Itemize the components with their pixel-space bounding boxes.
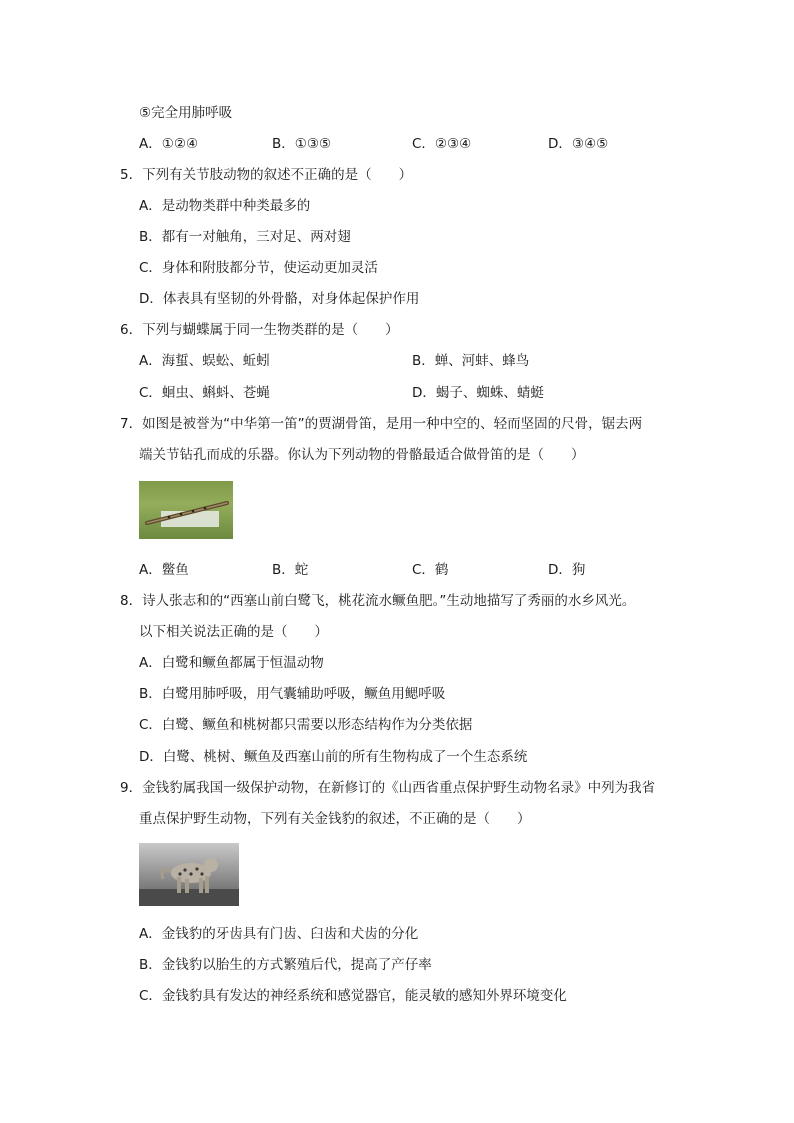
q4-option-b: B．①③⑤ (272, 136, 332, 152)
q6-option-c: C．蛔虫、蝌蚪、苍蝇 (139, 385, 270, 401)
q8-option-b: B．白鹭用肺呼吸，用气囊辅助呼吸，鳜鱼用鳃呼吸 (139, 686, 446, 702)
q9-option-b: B．金钱豹以胎生的方式繁殖后代，提高了产仔率 (139, 957, 432, 973)
q5-stem: 5．下列有关节肢动物的叙述不正确的是（ ） (120, 167, 413, 183)
q4-item-5: ⑤完全用肺呼吸 (139, 105, 233, 121)
q6-option-d: D．蝎子、蜘蛛、蜻蜓 (412, 385, 544, 401)
q9-stem-line1: 9．金钱豹属我国一级保护动物，在新修订的《山西省重点保护野生动物名录》中列为我省 (120, 780, 656, 796)
q6-option-b: B．蝉、河蚌、蜂鸟 (412, 353, 530, 369)
q4-option-a: A．①②④ (139, 136, 199, 152)
leopard-image (139, 843, 239, 906)
q4-option-d: D．③④⑤ (548, 136, 609, 152)
q5-option-b: B．都有一对触角，三对足、两对翅 (139, 229, 351, 245)
q6-stem: 6．下列与蝴蝶属于同一生物类群的是（ ） (120, 322, 399, 338)
q9-option-c: C．金钱豹具有发达的神经系统和感觉器官，能灵敏的感知外界环境变化 (139, 988, 567, 1004)
q7-option-b: B．蛇 (272, 562, 309, 578)
q6-option-a: A．海蜇、蜈蚣、蚯蚓 (139, 353, 270, 369)
q8-option-d: D．白鹭、桃树、鳜鱼及西塞山前的所有生物构成了一个生态系统 (139, 749, 528, 765)
q7-option-c: C．鹤 (412, 562, 449, 578)
q8-stem-line1: 8．诗人张志和的“西塞山前白鹭飞，桃花流水鳜鱼肥。”生动地描写了秀丽的水乡风光。 (120, 593, 636, 609)
bone-flute-image (139, 481, 233, 539)
q7-option-a: A．鳖鱼 (139, 562, 189, 578)
q8-stem-line2: 以下相关说法正确的是（ ） (139, 624, 328, 640)
q8-option-c: C．白鹭、鳜鱼和桃树都只需要以形态结构作为分类依据 (139, 717, 473, 733)
q7-stem-line1: 7．如图是被誉为“中华第一笛”的贾湖骨笛，是用一种中空的、轻而坚固的尺骨，锯去两 (120, 416, 643, 432)
q4-option-c: C．②③④ (412, 136, 472, 152)
q9-stem-line2: 重点保护野生动物，下列有关金钱豹的叙述，不正确的是（ ） (139, 811, 531, 827)
q5-option-c: C．身体和附肢都分节，使运动更加灵活 (139, 260, 378, 276)
q5-option-d: D．体表具有坚韧的外骨骼，对身体起保护作用 (139, 291, 420, 307)
q8-option-a: A．白鹭和鳜鱼都属于恒温动物 (139, 655, 324, 671)
q9-option-a: A．金钱豹的牙齿具有门齿、臼齿和犬齿的分化 (139, 926, 419, 942)
q7-option-d: D．狗 (548, 562, 586, 578)
q7-stem-line2: 端关节钻孔而成的乐器。你认为下列动物的骨骼最适合做骨笛的是（ ） (139, 447, 585, 463)
q5-option-a: A．是动物类群中种类最多的 (139, 198, 311, 214)
